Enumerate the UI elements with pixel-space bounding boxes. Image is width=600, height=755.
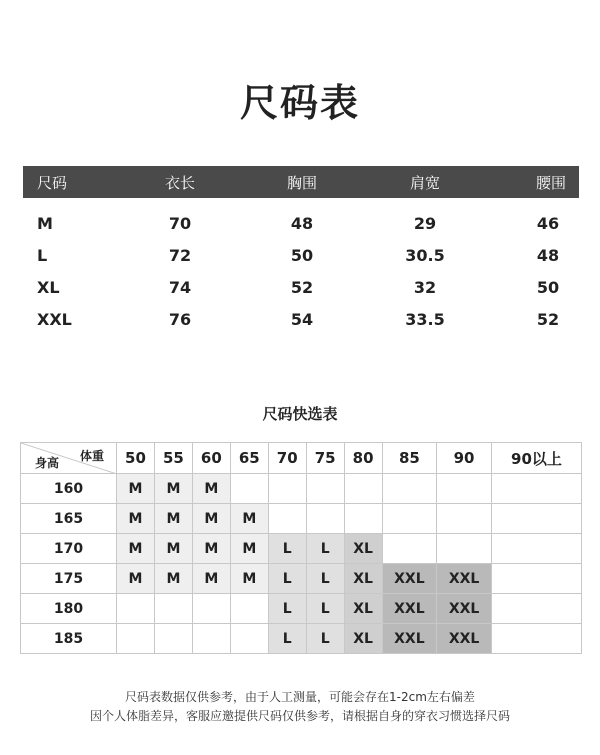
weight-cell: 75 <box>306 443 344 474</box>
size-row <box>23 304 579 334</box>
size-row <box>23 240 579 270</box>
waist-cell: 50 <box>536 277 560 297</box>
size-suggestion-cell <box>344 504 382 534</box>
size-suggestion-cell: M <box>192 504 230 534</box>
weight-header-row <box>21 443 582 474</box>
page-title: 尺码表 <box>239 81 360 125</box>
height-row <box>21 474 582 504</box>
size-suggestion-cell: L <box>306 564 344 594</box>
size-suggestion-cell: XXL <box>437 564 492 594</box>
weight-cell: 55 <box>154 443 192 474</box>
size-suggestion-cell: L <box>268 594 306 624</box>
size-suggestion-cell <box>230 594 268 624</box>
size-suggestion-cell: M <box>154 564 192 594</box>
size-table-header <box>23 166 579 198</box>
size-row <box>23 272 579 302</box>
header-chest: 胸围 <box>286 173 317 192</box>
weight-label: 体重 <box>79 449 104 463</box>
size-suggestion-cell: XXL <box>437 624 492 654</box>
size-suggestion-cell <box>154 624 192 654</box>
length-cell: 74 <box>168 277 192 297</box>
size-suggestion-cell: XXL <box>382 624 437 654</box>
weight-cell: 65 <box>230 443 268 474</box>
size-suggestion-cell: XXL <box>382 564 437 594</box>
size-suggestion-cell <box>437 534 492 564</box>
size-cell: L <box>37 245 48 265</box>
weight-cell: 70 <box>268 443 306 474</box>
size-suggestion-cell <box>192 594 230 624</box>
size-suggestion-cell: M <box>192 474 230 504</box>
size-row <box>23 208 579 238</box>
size-suggestion-cell: M <box>154 534 192 564</box>
chest-cell: 50 <box>290 245 314 265</box>
height-cell: 175 <box>21 564 117 594</box>
size-suggestion-cell <box>437 504 492 534</box>
weight-cell: 90以上 <box>491 443 581 474</box>
size-suggestion-cell: L <box>306 624 344 654</box>
weight-cell: 50 <box>117 443 155 474</box>
size-suggestion-cell <box>306 504 344 534</box>
size-suggestion-cell <box>491 624 581 654</box>
header-length: 衣长 <box>164 173 195 192</box>
size-suggestion-cell: XXL <box>382 594 437 624</box>
size-suggestion-cell: M <box>117 534 155 564</box>
size-cell: XL <box>37 277 60 297</box>
size-suggestion-cell: M <box>192 534 230 564</box>
length-cell: 70 <box>168 213 192 233</box>
height-cell: 180 <box>21 594 117 624</box>
size-suggestion-cell <box>491 504 581 534</box>
height-row <box>21 624 582 654</box>
size-suggestion-cell <box>491 534 581 564</box>
note-line: 因个人体脂差异，客服应邀提供尺码仅供参考，请根据自身的穿衣习惯选择尺码 <box>89 709 510 723</box>
size-suggestion-cell <box>306 474 344 504</box>
header-waist: 腰围 <box>535 173 566 192</box>
height-cell: 165 <box>21 504 117 534</box>
shoulder-cell: 30.5 <box>405 245 445 265</box>
size-suggestion-cell: XXL <box>437 594 492 624</box>
size-suggestion-cell: XL <box>344 624 382 654</box>
size-suggestion-cell <box>268 474 306 504</box>
size-suggestion-cell: L <box>268 534 306 564</box>
size-suggestion-cell: M <box>154 504 192 534</box>
size-suggestion-cell <box>117 594 155 624</box>
size-suggestion-cell: M <box>117 474 155 504</box>
size-suggestion-cell: M <box>230 564 268 594</box>
size-cell: XXL <box>37 309 72 329</box>
waist-cell: 48 <box>536 245 560 265</box>
size-suggestion-cell <box>154 594 192 624</box>
weight-cell: 85 <box>382 443 437 474</box>
size-suggestion-cell: XL <box>344 534 382 564</box>
weight-cell: 90 <box>437 443 492 474</box>
waist-cell: 46 <box>536 213 560 233</box>
shoulder-cell: 29 <box>413 213 437 233</box>
corner-cell <box>21 443 117 474</box>
size-suggestion-cell <box>382 534 437 564</box>
size-suggestion-cell: L <box>306 534 344 564</box>
shoulder-cell: 32 <box>413 277 437 297</box>
chest-cell: 52 <box>290 277 314 297</box>
size-suggestion-cell: M <box>117 564 155 594</box>
quick-size-table <box>20 442 582 654</box>
weight-cell: 60 <box>192 443 230 474</box>
size-suggestion-cell: M <box>117 504 155 534</box>
size-suggestion-cell <box>382 474 437 504</box>
waist-cell: 52 <box>536 309 560 329</box>
size-suggestion-cell: L <box>306 594 344 624</box>
height-row <box>21 504 582 534</box>
size-suggestion-cell <box>230 474 268 504</box>
size-suggestion-cell: M <box>230 504 268 534</box>
length-cell: 72 <box>168 245 192 265</box>
size-suggestion-cell <box>117 624 155 654</box>
size-suggestion-cell <box>192 624 230 654</box>
height-row <box>21 564 582 594</box>
note-line: 尺码表数据仅供参考，由于人工测量，可能会存在1-2cm左右偏差 <box>125 690 475 704</box>
quick-table-title: 尺码快选表 <box>262 405 338 423</box>
size-suggestion-cell: XL <box>344 564 382 594</box>
size-suggestion-cell: L <box>268 624 306 654</box>
height-cell: 170 <box>21 534 117 564</box>
size-suggestion-cell <box>491 474 581 504</box>
size-suggestion-cell <box>491 594 581 624</box>
header-size: 尺码 <box>37 173 68 192</box>
chest-cell: 48 <box>290 213 314 233</box>
size-cell: M <box>37 213 53 233</box>
weight-cell: 80 <box>344 443 382 474</box>
size-suggestion-cell: L <box>268 564 306 594</box>
shoulder-cell: 33.5 <box>405 309 445 329</box>
chest-cell: 54 <box>290 309 314 329</box>
size-suggestion-cell <box>382 504 437 534</box>
height-label: 身高 <box>35 456 60 470</box>
header-shoulder: 肩宽 <box>409 173 440 192</box>
length-cell: 76 <box>168 309 192 329</box>
height-row <box>21 594 582 624</box>
size-suggestion-cell <box>230 624 268 654</box>
height-row <box>21 534 582 564</box>
size-suggestion-cell <box>491 564 581 594</box>
size-suggestion-cell: M <box>154 474 192 504</box>
size-suggestion-cell: M <box>192 564 230 594</box>
size-suggestion-cell <box>344 474 382 504</box>
size-suggestion-cell: XL <box>344 594 382 624</box>
size-suggestion-cell <box>437 474 492 504</box>
height-cell: 185 <box>21 624 117 654</box>
size-suggestion-cell: M <box>230 534 268 564</box>
size-suggestion-cell <box>268 504 306 534</box>
height-cell: 160 <box>21 474 117 504</box>
